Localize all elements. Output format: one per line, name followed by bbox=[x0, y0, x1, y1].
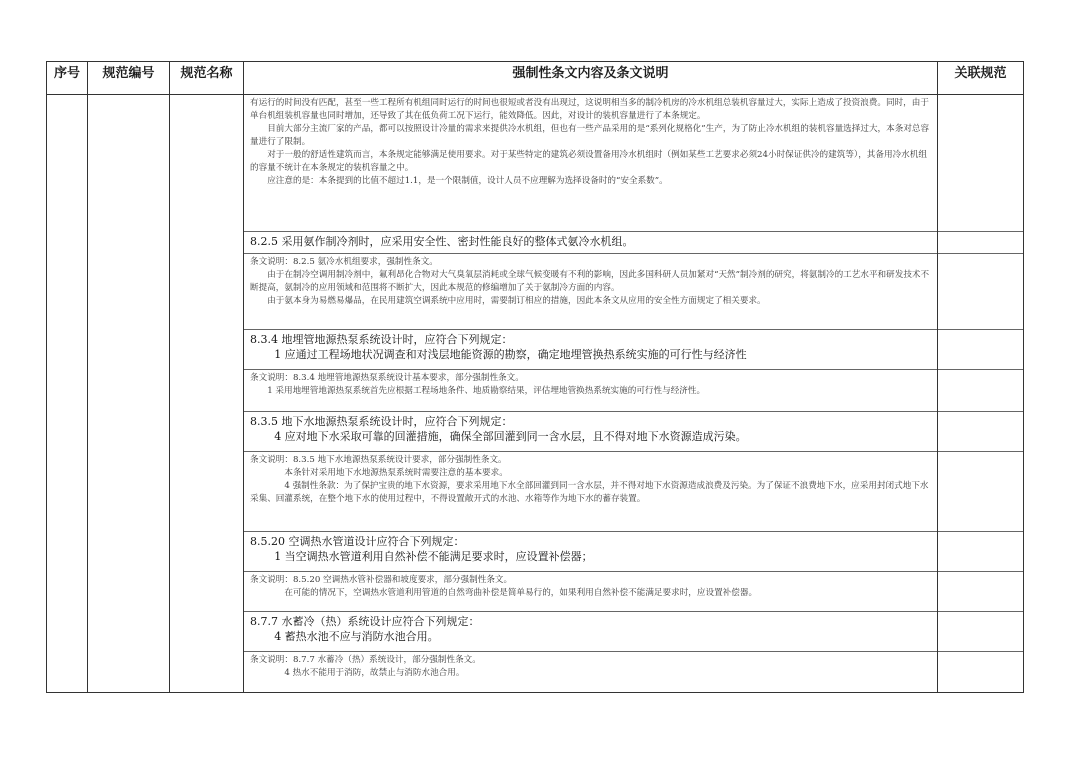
explain-line: 由于氨本身为易燃易爆品，在民用建筑空调系统中应用时，需要制订相应的措施，因此本条文从应用的安全性方面规定了相关要求。 bbox=[267, 296, 766, 306]
clause-block bbox=[244, 330, 937, 370]
header-content: 强制性条文内容及条文说明 bbox=[244, 62, 938, 95]
clause-block bbox=[244, 532, 937, 572]
explain-line: 1 采用地埋管地源热泵系统首先应根据工程场地条件、地质勘察结果，评估埋地管换热系统实施的可行性与经济性。 bbox=[267, 386, 706, 396]
related-slot bbox=[938, 330, 1023, 370]
explain-line: 4 强制性条款：为了保护宝贵的地下水资源，要求采用地下水全部回灌到同一含水层，并不得对地下水资源造成浪费及污染。为了保证不浪费地下水，应采用封闭式地下水采集、回灌系统，在整个地下水的使用过程中，不得设置敞开式的水池、水箱等作为地下水的蓄存装置。 bbox=[250, 481, 929, 504]
explain-block bbox=[244, 652, 937, 692]
explain-line: 由于在制冷空调用制冷剂中，氟利昂化合物对大气臭氧层消耗或全球气候变暖有不利的影响，因此多国科研人员加紧对“天然”制冷剂的研究，将氨制冷的工艺水平和研发技术不断提高，氨制冷的应用领域和范围将不断扩大，因此本规范的修编增加了关于氨制冷方面的内容。 bbox=[250, 270, 930, 293]
spec-table bbox=[46, 61, 1024, 693]
header-code: 规范编号 bbox=[88, 62, 170, 95]
explain-line: 对于一般的舒适性建筑而言，本条规定能够满足使用要求。对于某些特定的建筑必须设置备用冷水机组时（例如某些工艺要求必须24小时保证供冷的建筑等），其备用冷水机组的容量不统计在本条规定的装机容量之中。 bbox=[250, 150, 927, 173]
clause-block bbox=[244, 412, 937, 452]
explain-block bbox=[244, 254, 937, 330]
code-cell bbox=[88, 95, 170, 693]
clause-title: 8.3.4 地埋管地源热泵系统设计时，应符合下列规定： bbox=[250, 333, 513, 346]
explain-line: 有运行的时间没有匹配，甚至一些工程所有机组同时运行的时间也很短或者没有出现过，这说明相当多的制冷机房的冷水机组总装机容量过大，实际上造成了投资浪费。同时，由于单台机组装机容量也同时增加，还导致了其在低负荷工况下运行，能效降低。因此，对设计的装机容量进行了本条规定。 bbox=[250, 98, 929, 121]
body-row bbox=[47, 95, 1024, 693]
explain-line: 4 热水不能用于消防，故禁止与消防水池合用。 bbox=[284, 668, 465, 678]
explain-block bbox=[244, 95, 937, 232]
clause-title: 8.2.5 采用氨作制冷剂时，应采用安全性、密封性能良好的整体式氨冷水机组。 bbox=[250, 235, 634, 248]
clause-block bbox=[244, 232, 937, 254]
explain-line: 在可能的情况下，空调热水管道利用管道的自然弯曲补偿是简单易行的，如果利用自然补偿不能满足要求时，应设置补偿器。 bbox=[284, 588, 758, 598]
related-slot bbox=[938, 95, 1023, 232]
related-cell bbox=[938, 95, 1024, 693]
explain-block bbox=[244, 452, 937, 532]
related-slot bbox=[938, 412, 1023, 452]
clause-item: 1 当空调热水管道利用自然补偿不能满足要求时，应设置补偿器； bbox=[274, 550, 593, 563]
explain-line: 本条针对采用地下水地源热泵系统时需要注意的基本要求。 bbox=[284, 468, 508, 478]
explain-line: 条文说明：8.3.5 地下水地源热泵系统设计要求，部分强制性条文。 bbox=[250, 455, 507, 465]
clause-block bbox=[244, 612, 937, 652]
related-slot bbox=[938, 572, 1023, 612]
header-index: 序号 bbox=[47, 62, 88, 95]
related-slot bbox=[938, 532, 1023, 572]
explain-line: 条文说明：8.3.4 地埋管地源热泵系统设计基本要求，部分强制性条文。 bbox=[250, 373, 524, 383]
explain-line: 应注意的是：本条提到的比值不超过1.1，是一个限制值，设计人员不应理解为选择设备时的“安全系数”。 bbox=[267, 176, 668, 186]
header-row bbox=[47, 62, 1024, 95]
index-cell bbox=[47, 95, 88, 693]
explain-line: 条文说明：8.5.20 空调热水管补偿器和坡度要求，部分强制性条文。 bbox=[250, 575, 513, 585]
explain-line: 目前大部分主流厂家的产品，都可以按照设计冷量的需求来提供冷水机组，但也有一些产品采用的是“系列化规格化”生产，为了防止冷水机组的装机容量选择过大，本条对总容量进行了限制。 bbox=[250, 124, 930, 147]
related-slot bbox=[938, 370, 1023, 412]
clause-title: 8.3.5 地下水地源热泵系统设计时，应符合下列规定： bbox=[250, 415, 513, 428]
header-name: 规范名称 bbox=[170, 62, 244, 95]
related-slot bbox=[938, 254, 1023, 330]
explain-block bbox=[244, 572, 937, 612]
explain-block bbox=[244, 370, 937, 412]
clause-item: 4 蓄热水池不应与消防水池合用。 bbox=[274, 630, 439, 643]
related-slot bbox=[938, 612, 1023, 652]
clause-title: 8.5.20 空调热水管道设计应符合下列规定： bbox=[250, 535, 465, 548]
related-slot bbox=[938, 232, 1023, 254]
related-slot bbox=[938, 452, 1023, 532]
clause-item: 4 应对地下水采取可靠的回灌措施，确保全部回灌到同一含水层，且不得对地下水资源造成污染。 bbox=[274, 430, 747, 443]
related-slot bbox=[938, 652, 1023, 692]
header-related: 关联规范 bbox=[938, 62, 1024, 95]
name-cell bbox=[170, 95, 244, 693]
clause-item: 1 应通过工程场地状况调查和对浅层地能资源的勘察，确定地埋管换热系统实施的可行性与经济性 bbox=[274, 348, 747, 361]
explain-line: 条文说明：8.2.5 氨冷水机组要求，强制性条文。 bbox=[250, 257, 438, 267]
clause-title: 8.7.7 水蓄冷（热）系统设计应符合下列规定： bbox=[250, 615, 480, 628]
explain-line: 条文说明：8.7.7 水蓄冷（热）系统设计，部分强制性条文。 bbox=[250, 655, 481, 665]
content-cell bbox=[244, 95, 938, 693]
